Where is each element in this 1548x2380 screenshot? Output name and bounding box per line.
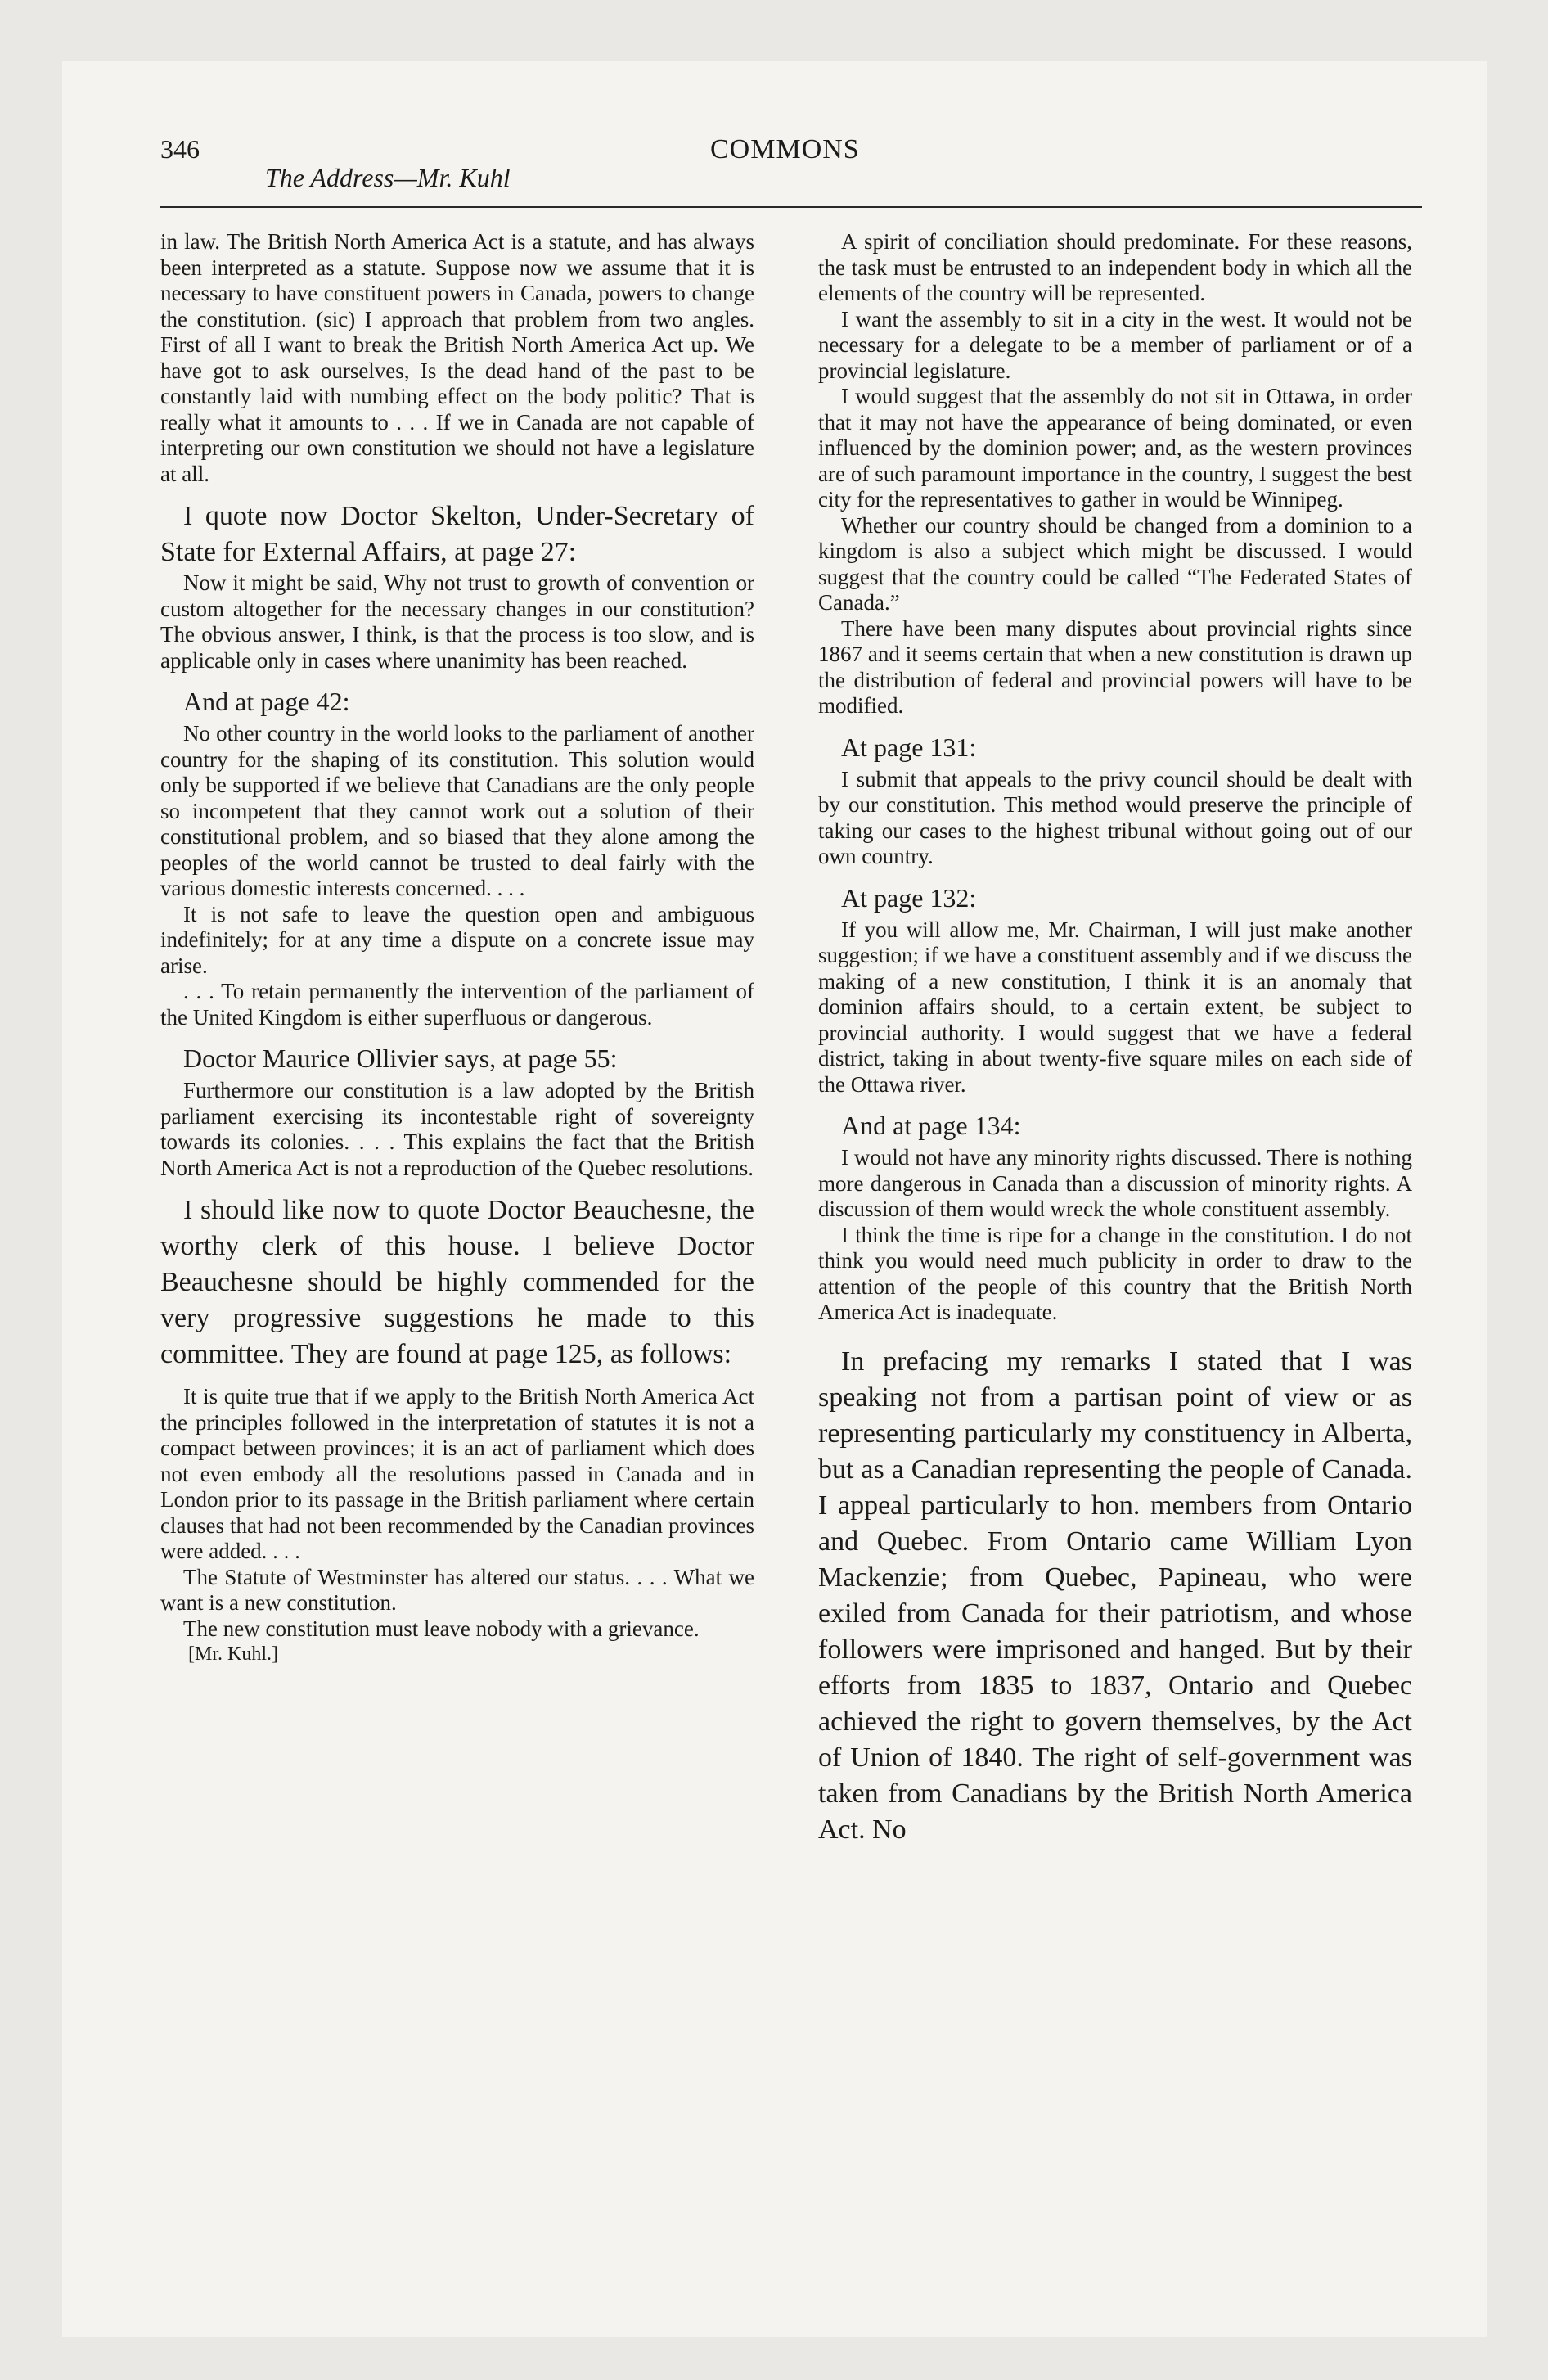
quote-paragraph: I submit that appeals to the privy council should be dealt with by our constitution. This method would preserve the principle of taking our cases to the highest tribunal without going out of our own country.: [818, 766, 1412, 868]
speaker-attribution: [Mr. Kuhl.]: [188, 1643, 278, 1665]
speech-paragraph: I should like now to quote Doctor Beauchesne, the worthy clerk of this house. I believe Doctor Beauchesne should be highly commended for the very progressive suggestions he made to this committee. They are found at page 125, as follows:: [160, 1195, 754, 1369]
quote-paragraph: Now it might be said, Why not trust to growth of convention or custom altogether for the necessary changes in our constitution? The obvious answer, I think, is that the process is too slow, and is applicable only in cases where unanimity has been reached.: [160, 570, 754, 673]
right-column: [818, 229, 1412, 1848]
header-rule: [160, 206, 1422, 208]
quote-paragraph: . . . To retain permanently the intervention of the parliament of the United Kingdom is either superfluous or dangerous.: [160, 979, 754, 1030]
quote-paragraph: A spirit of conciliation should predominate. For these reasons, the task must be entrusted to an independent body in which all the elements of the country will be represented.: [818, 229, 1412, 305]
quote-paragraph: I think the time is ripe for a change in the constitution. I do not think you would need much publicity in order to draw to the attention of the people of this country that the British North America Act is inadequate.: [818, 1222, 1412, 1324]
quote-paragraph: The new constitution must leave nobody with a grievance.: [183, 1616, 700, 1641]
quote-paragraph: I would not have any minority rights discussed. There is nothing more dangerous in Canada than a discussion of minority rights. A discussion of them would wreck the whole constituent assembly.: [818, 1145, 1412, 1221]
quote-paragraph: Furthermore our constitution is a law adopted by the British parliament exercising its incontestable right of sovereignty towards its colonies. . . . This explains the fact that the British North America Act is not a reproduction of the Quebec resolutions.: [160, 1078, 754, 1180]
speech-lead: And at page 134:: [841, 1111, 1021, 1140]
quote-paragraph: It is not safe to leave the question open and ambiguous indefinitely; for at any time a dispute on a concrete issue may arise.: [160, 901, 754, 978]
quote-paragraph: It is quite true that if we apply to the British North America Act the principles followed in the interpretation of statutes it is not a compact between provinces; it is an act of parliament which does not even embody all the resolutions passed in Canada and in London prior to its passage in the British parliament where certain clauses that had not been recommended by the Canadian provinces were added. . . .: [160, 1384, 754, 1563]
speech-lead: At page 132:: [841, 882, 977, 913]
quote-paragraph: in law. The British North America Act is a statute, and has always been interpreted as a statute. Suppose now we assume that it is necessary to have constituent powers in Canada, powers to change the constitution. (sic) I approach that problem from two angles. First of all I want to break the British North America Act up. We have got to ask ourselves, Is the dead hand of the past to be constantly laid with numbing effect on the body politic? That is really what it amounts to . . . If we in Canada are not capable of interpreting our own constitution we should not have a legislature at all.: [160, 229, 754, 486]
quote-paragraph: I would suggest that the assembly do not sit in Ottawa, in order that it may not have the appearance of being dominated, or even influenced by the dominion power; and, as the western provinces are of such paramount importance in the country, I suggest the best city for the representatives to gather in would be Winnipeg.: [818, 384, 1412, 512]
quote-paragraph: Whether our country should be changed from a dominion to a kingdom is also a subject which might be discussed. I would suggest that the country could be called “The Federated States of Canada.”: [818, 512, 1412, 615]
running-head: The Address—Mr. Kuhl: [265, 163, 511, 192]
quote-paragraph: I want the assembly to sit in a city in the west. It would not be necessary for a delegate to be a member of parliament or of a provincial legislature.: [818, 306, 1412, 383]
left-column: [160, 229, 754, 1666]
speech-lead: And at page 42:: [183, 687, 350, 716]
speech-paragraph: In prefacing my remarks I stated that I was speaking not from a partisan point of view or as representing particularly my constituency in Alberta, but as a Canadian representing the people of Canada. I appeal particularly to hon. members from Ontario and Quebec. From Ontario came William Lyon Mackenzie; from Quebec, Papineau, who were exiled from Canada for their patriotism, and whose followers were imprisoned and hanged. But by their efforts from 1835 to 1837, Ontario and Quebec achieved the right to govern themselves, by the Act of Union of 1840. The right of self-government was taken from Canadians by the British North America Act. No: [818, 1346, 1412, 1845]
speech-lead: Doctor Maurice Ollivier says, at page 55:: [183, 1044, 618, 1073]
quote-paragraph: If you will allow me, Mr. Chairman, I will just make another suggestion; if we have a constituent assembly and if we discuss the making of a new constitution, I think it is an anomaly that dominion affairs should, to a certain extent, be subject to provincial authority. I would suggest that we have a federal district, taking in about twenty-five square miles on each side of the Ottawa river.: [818, 917, 1412, 1097]
quote-paragraph: No other country in the world looks to the parliament of another country for the shaping of its constitution. This solution would only be supported if we believe that Canadians are the only people so incompetent that they cannot work out a solution of their constitutional problem, and so biased that they alone among the peoples of the world cannot be trusted to deal fairly with the various domestic interests concerned. . . .: [160, 721, 754, 900]
quote-paragraph: There have been many disputes about provincial rights since 1867 and it seems certain that when a new constitution is drawn up the distribution of federal and provincial powers will have to be modified.: [818, 615, 1412, 718]
page-number: 346: [160, 134, 200, 164]
speech-paragraph: I quote now Doctor Skelton, Under-Secretary of State for External Affairs, at page 27:: [160, 501, 754, 567]
section-heading: COMMONS: [710, 134, 860, 165]
speech-lead: At page 131:: [841, 732, 977, 762]
quote-paragraph: The Statute of Westminster has altered our status. . . . What we want is a new constitution.: [160, 1564, 754, 1615]
